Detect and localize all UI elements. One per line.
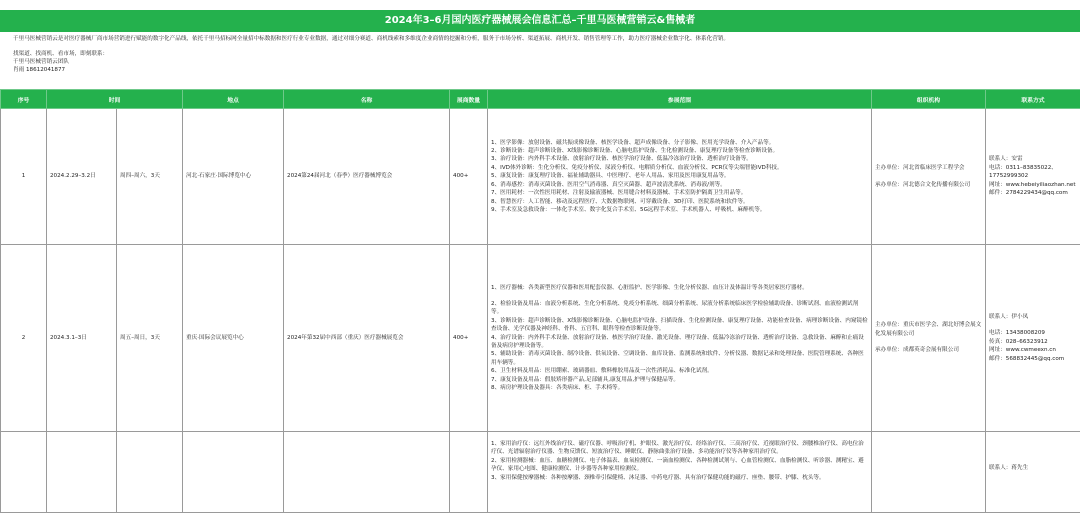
row-expo-name: 2024年第32届中西部（重庆）医疗器械展览会 <box>284 245 450 432</box>
header-exhibitor-count: 展商数量 <box>450 90 488 109</box>
contact-fax: 传真：028–66323912 <box>989 338 1077 346</box>
table-row <box>1 109 1080 245</box>
header-time: 时间 <box>47 90 183 109</box>
row-days: 周五–周日，3天 <box>117 245 183 432</box>
organizer-co: 承办单位：成都英奇会展有限公司 <box>875 346 982 354</box>
table-row <box>1 432 1080 513</box>
organizer-host: 主办单位：河北省临床医学工程学会 <box>875 164 982 172</box>
contact-email: 邮件：2784229434@qq.com <box>989 189 1077 197</box>
row-scope <box>488 109 872 245</box>
scope-line: 3、治疗设备：内外科手术设备、放射治疗设备、核医学治疗设备、低温冷冻治疗设备、透析治疗设备等。 <box>491 155 868 163</box>
contact-phone: 电话：0311–83835022、17752999302 <box>989 164 1077 181</box>
header-index: 序号 <box>1 90 47 109</box>
table-row <box>1 245 1080 432</box>
row-scope <box>488 245 872 432</box>
intro-team-line: 千里马医械营销云团队 <box>13 58 1073 66</box>
row-place: 河北·石家庄·国际博览中心 <box>183 109 284 245</box>
banner-title: 2024年3–6月国内医疗器械展会信息汇总–千里马医械营销云&售械者 <box>0 10 1080 32</box>
scope-line: 6、卫生材料及用品：医用绷索、玻璃器皿、敷料橡胶用品及一次性消耗品、标准化试剂。 <box>491 367 868 375</box>
contact-phone: 电话：13438008209 <box>989 329 1077 337</box>
row-contact <box>986 432 1080 513</box>
row-organizer <box>872 245 986 432</box>
row-date: 2024.2.29–3.2日 <box>47 109 117 245</box>
row-place: 重庆·国际会议展览中心 <box>183 245 284 432</box>
scope-line: 4、治疗设备：内外科手术设备、放射治疗设备、核医学治疗设备、激光设备、理疗设备、低温冷冻治疗设备、透析治疗设备、急救设备、麻醉和止痛设备及病房护理设备等。 <box>491 334 868 351</box>
row-date: 2024.3.1–3日 <box>47 245 117 432</box>
scope-line: 8、病房护理设备及器具：各类病床、柜、手术椅等。 <box>491 384 868 392</box>
scope-line: 1、医疗器械：各类新型医疗仪器和医用配套仪器、心脏监护、医学影像、生化分析仪器、血压计及体温计等各类居家医疗器材。 <box>491 284 868 292</box>
contact-person: 联系人：安雷 <box>989 155 1077 163</box>
scope-line: 2、检验设备及用品：血液分析系统、生化分析系统、免疫分析系统、细菌分析系统、尿液分析系统临床医学检验辅助设备、诊断试剂、血液检测试剂等。 <box>491 300 868 317</box>
row-exhibitor-count: 400+ <box>450 109 488 245</box>
contact-email: 邮件：568832445@qq.com <box>989 355 1077 363</box>
row-contact <box>986 245 1080 432</box>
header-scope: 参展范围 <box>488 90 872 109</box>
scope-line: 7、医用耗材：一次性医用耗材、注射及输液器械、医用缝合材料及器械、手术室防护隔离卫生用品等。 <box>491 189 868 197</box>
row-index: 1 <box>1 109 47 245</box>
row-contact <box>986 109 1080 245</box>
scope-line: 8、智慧医疗：人工智能、移动及远程医疗、大数据物联网、可穿戴设备、3D打印、医院系统和软件等。 <box>491 198 868 206</box>
row-organizer <box>872 109 986 245</box>
organizer-co: 承办单位：河北德合文化传播有限公司 <box>875 181 982 189</box>
row-days: 周四–周六，3天 <box>117 109 183 245</box>
contact-person: 联系人：蒋先生 <box>989 464 1077 472</box>
exhibition-table <box>0 89 1080 513</box>
row-exhibitor-count: 400+ <box>450 245 488 432</box>
scope-line: 2、家用检测器械：血压、血糖检测仪、电子体温表、血氧检测仪、一滴血检测仪、各种检测试剂与、心血管检测仪、血脂检测仪、听诊器、测精宝、避孕仪、家用心电图、健康检测仪、计步器等各种家用检测仪。 <box>491 457 868 474</box>
scope-line: 4、IVD体外诊断：生化分析仪、免疫分析仪、尿液分析仪、电解质分析仪、血液分析仪、PCR仪等尖端智能IVD科技。 <box>491 164 868 172</box>
scope-line: 2、诊断设备：超声诊断设备、X线影像诊断设备、心脑电监护设备、生化检测设备、康复理疗设备等检查诊断设备。 <box>491 147 868 155</box>
header-organizer: 组织机构 <box>872 90 986 109</box>
intro-description: 千里马医械营销云是对医疗器械厂商市场营销进行赋能的数字化产品线，依托千里马招标网全量招中标数据和医疗行业专业数据，通过对细分赛道、商机线索和多维度企业商情的挖掘和分析，服务于市场分析、渠道拓展、商机开发、销售管理等工作，助力医疗器械企业数字化、体系化营销。 <box>13 35 1073 43</box>
scope-line: 6、消毒感控：消毒灭菌设备、医用空气消毒器、真空灭菌器、超声波清洗系统、消毒液/剂等。 <box>491 181 868 189</box>
intro-contact-line: 找渠道、找商机、看市场，即刻联系： <box>13 50 1073 58</box>
contact-person: 联系人：伊小凤 <box>989 313 1077 321</box>
header-name: 名称 <box>284 90 450 109</box>
scope-line: 3、家用保健按摩器械：各种按摩器、颈椎牵引保健椅、沐足器、中药电疗器、具有治疗保健功能的磁疗、座垫、腰带、护膝、枕头等。 <box>491 474 868 482</box>
organizer-host: 主办单位：重庆市医学会、湖北好博会展文化发展有限公司 <box>875 321 982 338</box>
table-header-row <box>1 90 1080 109</box>
header-contact: 联系方式 <box>986 90 1080 109</box>
row-scope <box>488 432 872 513</box>
row-index: 2 <box>1 245 47 432</box>
scope-line: 7、康复设备及用品：假肢矫形器产品,足部辅具,康复用品,护理与保健品等。 <box>491 376 868 384</box>
header-location: 地点 <box>183 90 284 109</box>
scope-line: 1、家用治疗仪：远红外线治疗仪、磁疗仪器、呼吸治疗机、护眼仪、激光治疗仪、经络治疗仪、三高治疗仪、近视眼治疗仪、颈腰椎治疗仪、高电位治疗仪、光谱辐射治疗仪器、生物反馈仪、短波治疗仪、睡眠仪、静脉曲张治疗设备、多功能治疗仪等各种家用治疗仪。 <box>491 440 868 457</box>
scope-line: 3、诊断设备：超声诊断设备、X线影像诊断设备、心脑电监护设备、扫描设备、生化检测设备、康复理疗设备、功能检查设备、病理诊断设备、内窥镜检查设备、光学仪器及神经科、骨科、五官科、眼科等检查诊断设备等。 <box>491 317 868 334</box>
row-expo-name: 2024第24届河北（春季）医疗器械博览会 <box>284 109 450 245</box>
scope-line: 5、康复设备：康复理疗设备、福祉辅助器具、中医理疗、老年人用品、家用及医用康复用品等。 <box>491 172 868 180</box>
contact-website: 网址：www.hebeiyiliaozhan.net <box>989 181 1077 189</box>
scope-line: 9、手术室及急救设备：一体化手术室、数字化复合手术室、5G远程手术室、手术机器人、呼吸机、麻醉机等。 <box>491 206 868 214</box>
intro-person-line: 肖雨 18612041877 <box>13 66 1073 74</box>
scope-line: 5、辅助设备：消毒灭菌设备、制冷设备、供氧设备、空调设备、血库设备、监测系统和软件、分析仪器、数据记录和处理设备、医院管理系统、各种医用车辆等。 <box>491 350 868 367</box>
scope-line: 1、医学影像：放射设备、磁共振成像设备、核医学设备、超声成像设备、分子影像、医用光学设备、介入产品等。 <box>491 139 868 147</box>
intro-block <box>13 35 1073 74</box>
contact-website: 网址：www.cwmeexn.cn <box>989 346 1077 354</box>
